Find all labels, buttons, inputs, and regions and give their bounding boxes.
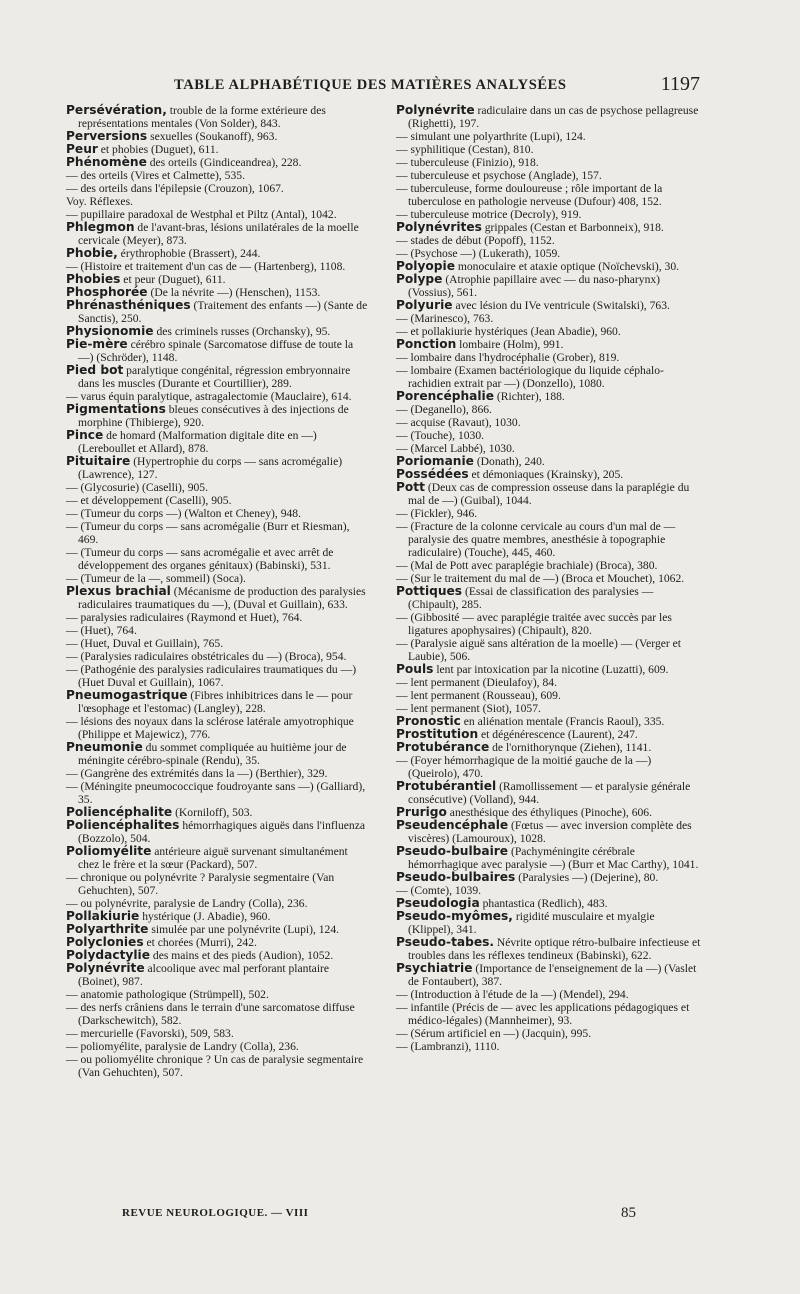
index-entry <box>66 195 368 208</box>
entry-text: monoculaire et ataxie optique (Noïchevski), 30. <box>454 260 680 273</box>
index-entry <box>66 455 368 481</box>
entry-text: simulée par une polynévrite (Lupi), 124. <box>148 923 340 936</box>
entry-text: — (Sur le traitement du mal de —) (Broca et Mouchet), 1062. <box>396 572 685 585</box>
index-entry <box>66 104 368 130</box>
entry-text: — anatomie pathologique (Strümpell), 502. <box>66 988 269 1001</box>
entry-text: (De la névrite —) (Henschen), 1153. <box>147 286 321 299</box>
index-entry <box>396 299 702 312</box>
entry-heading: Possédées <box>396 467 469 481</box>
entry-text: des orteils (Gindiceandrea), 228. <box>146 156 302 169</box>
entry-heading: Pouls <box>396 662 434 676</box>
entry-text: (Atrophie papillaire avec — du naso-pharynx) (Vossius), 561. <box>408 273 661 299</box>
index-entry <box>66 871 368 897</box>
index-entry <box>66 494 368 507</box>
entry-text: — lent permanent (Siot), 1057. <box>396 702 541 715</box>
entry-heading: Perversions <box>66 129 148 143</box>
index-entry <box>396 481 702 507</box>
entry-text: paralytique congénital, régression embryonnaire dans les muscles (Durante et Courtillier), 289. <box>78 364 351 390</box>
index-entry <box>396 1001 702 1027</box>
page-number: 1197 <box>660 73 700 95</box>
entry-text: — (Paralysie aiguë sans altération de la moelle) — (Verger et Laubie), 506. <box>396 637 682 663</box>
sheet-number: 85 <box>621 1205 636 1221</box>
journal-signature: REVUE NEUROLOGIQUE. — VIII <box>122 1207 309 1219</box>
entry-heading: Polyopie <box>396 259 455 273</box>
entry-heading: Protubérance <box>396 740 490 754</box>
index-entry <box>396 845 702 871</box>
entry-text: (Essai de classification des paralysies — (Chipault), 285. <box>408 585 654 611</box>
entry-text: — (Histoire et traitement d'un cas de — (Hartenberg), 1108. <box>66 260 346 273</box>
index-entry <box>396 182 702 208</box>
entry-text: et démoniaques (Krainsky), 205. <box>468 468 624 481</box>
entry-heading: Poliomyélite <box>66 844 152 858</box>
index-entry <box>66 1053 368 1079</box>
entry-heading: Phobie, <box>66 246 118 260</box>
entry-text: (Traitement des enfants —) (Sante de Sanctis), 250. <box>78 299 368 325</box>
index-entry <box>66 1027 368 1040</box>
index-entry <box>396 104 702 130</box>
entry-heading: Pseudologia <box>396 896 480 910</box>
entry-heading: Prostitution <box>396 727 479 741</box>
index-entry <box>396 637 702 663</box>
entry-text: et phobies (Duguet), 611. <box>97 143 219 156</box>
entry-text: — (Tumeur de la —, sommeil) (Soca). <box>66 572 246 585</box>
entry-text: — lombaire (Examen bactériologique du liquide céphalo-rachidien extrait par —) (Donzello), 1080. <box>396 364 664 390</box>
entry-text: alcoolique avec mal perforant plantaire (Boinet), 987. <box>78 962 330 988</box>
index-entry <box>396 468 702 481</box>
index-entry <box>66 845 368 871</box>
entry-text: — tuberculeuse (Finizio), 918. <box>396 156 539 169</box>
index-entry <box>66 624 368 637</box>
index-entry <box>396 676 702 689</box>
entry-heading: Pigmentations <box>66 402 166 416</box>
index-entry <box>396 689 702 702</box>
index-entry <box>396 1027 702 1040</box>
index-entry <box>66 299 368 325</box>
index-entry <box>396 1040 702 1053</box>
entry-heading: Plexus brachial <box>66 584 171 598</box>
entry-text: lent par intoxication par la nicotine (Luzatti), 609. <box>433 663 669 676</box>
entry-text: — (Paralysies radiculaires obstétricales du —) (Broca), 954. <box>66 650 347 663</box>
entry-text: — (Huet), 764. <box>66 624 137 637</box>
index-entry <box>396 351 702 364</box>
entry-heading: Pottiques <box>396 584 463 598</box>
entry-text: — varus équin paralytique, astragalectomie (Mauclaire), 614. <box>66 390 352 403</box>
entry-text: (Importance de l'enseignement de la —) (Vaslet de Fontaubert), 387. <box>408 962 697 988</box>
entry-heading: Physionomie <box>66 324 154 338</box>
index-entry <box>66 429 368 455</box>
index-entry <box>396 611 702 637</box>
entry-text: phantastica (Redlich), 483. <box>479 897 608 910</box>
index-entry <box>66 520 368 546</box>
entry-text: (Donath), 240. <box>473 455 545 468</box>
entry-text: cérébro spinale (Sarcomatose diffuse de toute la —) (Schröder), 1148. <box>78 338 354 364</box>
entry-text: — lombaire dans l'hydrocéphalie (Grober), 819. <box>396 351 620 364</box>
index-entry <box>396 754 702 780</box>
index-entry <box>396 221 702 234</box>
entry-text: — (Glycosurie) (Caselli), 905. <box>66 481 208 494</box>
page-footer <box>122 1205 642 1225</box>
index-entry <box>66 819 368 845</box>
index-entry <box>66 403 368 429</box>
index-entry <box>66 988 368 1001</box>
index-entry <box>396 234 702 247</box>
index-entry <box>396 130 702 143</box>
index-entry <box>396 273 702 299</box>
index-entry <box>66 221 368 247</box>
index-entry <box>396 910 702 936</box>
entry-text: grippales (Cestan et Barbonneix), 918. <box>481 221 664 234</box>
entry-text: — (Lambranzi), 1110. <box>396 1040 500 1053</box>
entry-heading: Phosphorée <box>66 285 148 299</box>
entry-text: — (Deganello), 866. <box>396 403 492 416</box>
index-entry <box>66 156 368 169</box>
index-entry <box>396 559 702 572</box>
index-entry <box>396 143 702 156</box>
index-entry <box>66 767 368 780</box>
entry-heading: Pollakiurie <box>66 909 140 923</box>
entry-text: — tuberculeuse, forme douloureuse ; rôle important de la tuberculose en pathologie nerveuse (Dufour) 408, 152. <box>396 182 663 208</box>
entry-heading: Pie-mère <box>66 337 128 351</box>
index-entry <box>66 247 368 260</box>
index-entry <box>396 429 702 442</box>
entry-text: des criminels russes (Orchansky), 95. <box>153 325 331 338</box>
entry-heading: Polyarthrite <box>66 922 149 936</box>
entry-text: — (Huet, Duval et Guillain), 765. <box>66 637 224 650</box>
entry-text: — infantile (Précis de — avec les applications pédagogiques et médico-légales) (Mannheimer), 93. <box>396 1001 690 1027</box>
index-entry <box>66 507 368 520</box>
entry-text: — lent permanent (Dieulafoy), 84. <box>396 676 557 689</box>
index-entry <box>66 611 368 624</box>
entry-text: — (Touche), 1030. <box>396 429 485 442</box>
entry-text: — (Mal de Pott avec paraplégie brachiale) (Broca), 380. <box>396 559 658 572</box>
entry-text: — (Marinesco), 763. <box>396 312 494 325</box>
entry-text: — des orteils dans l'épilepsie (Crouzon), 1067. <box>66 182 284 195</box>
index-entry <box>396 962 702 988</box>
index-entry <box>66 741 368 767</box>
entry-text: bleues consécutives à des injections de morphine (Thibierge), 920. <box>78 403 349 429</box>
entry-heading: Pneumonie <box>66 740 143 754</box>
entry-heading: Ponction <box>396 337 457 351</box>
entry-text: de l'ornithorynque (Ziehen), 1141. <box>489 741 652 754</box>
entry-text: — (Tumeur du corps — sans acromégalie et avec arrêt de développement des organes génitaux) (Babinski), 531. <box>66 546 334 572</box>
index-entry <box>66 182 368 195</box>
entry-heading: Phrénasthéniques <box>66 298 191 312</box>
entry-text: — (Fickler), 946. <box>396 507 478 520</box>
entry-text: Voy. Réflexes. <box>66 195 133 208</box>
entry-text: — poliomyélite, paralysie de Landry (Colla), 236. <box>66 1040 299 1053</box>
entry-text: — (Méningite pneumococcique foudroyante sans —) (Galliard), 35. <box>66 780 366 806</box>
entry-heading: Polydactylie <box>66 948 150 962</box>
entry-heading: Polynévrites <box>396 220 482 234</box>
entry-text: — (Pathogénie des paralysies radiculaires traumatiques du —) (Huet Duval et Guillain), 1067. <box>66 663 357 689</box>
entry-text: — et pollakiurie hystériques (Jean Abadie), 960. <box>396 325 621 338</box>
entry-heading: Polyclonies <box>66 935 144 949</box>
entry-text: — des nerfs crâniens dans le terrain d'une sarcomatose diffuse (Darkschewitch), 582. <box>66 1001 355 1027</box>
index-entry <box>66 715 368 741</box>
entry-text: lombaire (Holm), 991. <box>456 338 564 351</box>
entry-heading: Psychiatrie <box>396 961 473 975</box>
entry-text: trouble de la forme extérieure des représentations mentales (Von Solder), 843. <box>78 104 326 130</box>
entry-text: — chronique ou polynévrite ? Paralysie segmentaire (Van Gehuchten), 507. <box>66 871 335 897</box>
entry-text: — tuberculeuse motrice (Decroly), 919. <box>396 208 582 221</box>
page-header <box>62 73 702 99</box>
index-entry <box>396 156 702 169</box>
index-entry <box>396 403 702 416</box>
index-entry <box>396 585 702 611</box>
index-entry <box>66 546 368 572</box>
index-entry <box>66 130 368 143</box>
entry-heading: Peur <box>66 142 98 156</box>
entry-heading: Poriomanie <box>396 454 474 468</box>
entry-heading: Pseudo-bulbaire <box>396 844 509 858</box>
entry-text: en aliénation mentale (Francis Raoul), 335. <box>460 715 665 728</box>
index-entry <box>396 390 702 403</box>
index-entry <box>396 169 702 182</box>
entry-text: de homard (Malformation digitale dite en —) (Lereboullet et Allard), 878. <box>78 429 317 455</box>
index-entry <box>396 871 702 884</box>
entry-text: — (Psychose —) (Lukerath), 1059. <box>396 247 561 260</box>
entry-text: (Ramollissement — et paralysie générale consécutive) (Volland), 944. <box>408 780 691 806</box>
index-entry <box>66 1001 368 1027</box>
entry-text: et dégénérescence (Laurent), 247. <box>478 728 638 741</box>
entry-heading: Pott <box>396 480 425 494</box>
entry-heading: Pituitaire <box>66 454 131 468</box>
index-entry <box>396 312 702 325</box>
index-entry <box>396 741 702 754</box>
index-entry <box>396 507 702 520</box>
entry-heading: Prurigo <box>396 805 447 819</box>
entry-text: Névrite optique rétro-bulbaire infectieuse et troubles dans les réflexes tendineux (Babinski), 622. <box>408 936 701 962</box>
entry-text: antérieure aiguë survenant simultanément chez le frère et la sœur (Packard), 507. <box>78 845 348 871</box>
entry-heading: Poliencéphalites <box>66 818 180 832</box>
index-entry <box>66 364 368 390</box>
entry-heading: Poliencéphalite <box>66 805 173 819</box>
entry-text: (Hypertrophie du corps — sans acromégalie) (Lawrence), 127. <box>78 455 343 481</box>
entry-text: — (Tumeur du corps —) (Walton et Cheney), 948. <box>66 507 301 520</box>
entry-text: (Korniloff), 503. <box>172 806 253 819</box>
entry-text: (Fibres inhibitrices dans le — pour l'œsophage et l'estomac) (Langley), 228. <box>78 689 353 715</box>
entry-heading: Pseudo-tabes. <box>396 935 494 949</box>
entry-text: — ou poliomyélite chronique ? Un cas de paralysie segmentaire (Van Gehuchten), 507. <box>66 1053 364 1079</box>
entry-text: (Fœtus — avec inversion complète des viscères) (Lamouroux), 1028. <box>408 819 692 845</box>
entry-text: hémorrhagiques aiguës dans l'influenza (Bozzolo), 504. <box>78 819 366 845</box>
entry-text: — lent permanent (Rousseau), 609. <box>396 689 561 702</box>
entry-heading: Polype <box>396 272 443 286</box>
entry-text: du sommet compliquée au huitième jour de méningite cérébro-spinale (Rendu), 35. <box>78 741 347 767</box>
index-column-right <box>396 104 702 1053</box>
index-entry <box>66 481 368 494</box>
entry-text: (Deux cas de compression osseuse dans la paraplégie du mal de —) (Guibal), 1044. <box>408 481 690 507</box>
index-entry <box>396 364 702 390</box>
entry-heading: Pseudo-bulbaires <box>396 870 516 884</box>
index-entry <box>66 169 368 182</box>
index-entry <box>396 663 702 676</box>
entry-text: sexuelles (Soukanoff), 963. <box>147 130 278 143</box>
entry-text: — paralysies radiculaires (Raymond et Huet), 764. <box>66 611 303 624</box>
entry-text: — (Gibbosité — avec paraplégie traitée avec succès par les ligatures apophysaires) (Chipault), 820. <box>396 611 672 637</box>
entry-heading: Pince <box>66 428 104 442</box>
entry-heading: Pseudencéphale <box>396 818 509 832</box>
entry-text: — (Introduction à l'étude de la —) (Mendel), 294. <box>396 988 629 1001</box>
entry-text: hystérique (J. Abadie), 960. <box>139 910 271 923</box>
entry-text: des mains et des pieds (Audion), 1052. <box>150 949 334 962</box>
entry-heading: Phénomène <box>66 155 147 169</box>
entry-text: — ou polynévrite, paralysie de Landry (Colla), 236. <box>66 897 308 910</box>
entry-text: — acquise (Ravaut), 1030. <box>396 416 521 429</box>
entry-text: — simulant une polyarthrite (Lupi), 124. <box>396 130 586 143</box>
index-entry <box>396 416 702 429</box>
entry-text: (Pachyméningite cérébrale hémorrhagique avec paralysie —) (Burr et Mac Carthy), 1041. <box>408 845 699 871</box>
entry-text: (Richter), 188. <box>494 390 565 403</box>
entry-text: anesthésique des éthyliques (Pinoche), 606. <box>446 806 653 819</box>
entry-heading: Phlegmon <box>66 220 135 234</box>
entry-heading: Polynévrite <box>396 103 475 117</box>
entry-heading: Persévération, <box>66 103 167 117</box>
index-entry <box>66 650 368 663</box>
index-entry <box>66 962 368 988</box>
index-entry <box>396 936 702 962</box>
index-entry <box>66 1040 368 1053</box>
entry-text: — mercurielle (Favorski), 509, 583. <box>66 1027 234 1040</box>
index-column-left <box>66 104 368 1079</box>
entry-text: — (Sérum artificiel en —) (Jacquin), 995. <box>396 1027 592 1040</box>
entry-heading: Polyurie <box>396 298 453 312</box>
index-entry <box>66 338 368 364</box>
entry-text: et chorées (Murri), 242. <box>143 936 257 949</box>
index-entry <box>396 988 702 1001</box>
entry-heading: Pneumogastrique <box>66 688 188 702</box>
index-entry <box>396 819 702 845</box>
entry-text: — (Comte), 1039. <box>396 884 482 897</box>
index-entry <box>66 689 368 715</box>
index-entry <box>66 637 368 650</box>
entry-text: (Paralysies —) (Dejerine), 80. <box>515 871 659 884</box>
entry-text: érythrophobie (Brassert), 244. <box>117 247 261 260</box>
entry-text: — stades de début (Popoff), 1152. <box>396 234 555 247</box>
entry-heading: Porencéphalie <box>396 389 494 403</box>
entry-text: et peur (Duguet), 611. <box>120 273 226 286</box>
index-entry <box>66 663 368 689</box>
entry-text: — (Fracture de la colonne cervicale au cours d'un mal de — paralysie des quatre membres, anesthésie à topographie radiculaire) (Touche), 445, 460. <box>396 520 676 559</box>
running-title: TABLE ALPHABÉTIQUE DES MATIÈRES ANALYSÉES <box>174 77 567 93</box>
entry-text: — lésions des noyaux dans la sclérose latérale amyotrophique (Philippe et Majewicz), 776. <box>66 715 354 741</box>
index-entry <box>396 338 702 351</box>
entry-text: — tuberculeuse et psychose (Anglade), 157. <box>396 169 602 182</box>
index-entry <box>66 585 368 611</box>
entry-text: de l'avant-bras, lésions unilatérales de la moelle cervicale (Meyer), 873. <box>78 221 359 247</box>
entry-text: — (Foyer hémorrhagique de la moitié gauche de la —) (Queirolo), 470. <box>396 754 652 780</box>
entry-text: — (Gangrène des extrémités dans la —) (Berthier), 329. <box>66 767 328 780</box>
index-entry <box>396 780 702 806</box>
entry-text: — pupillaire paradoxal de Westphal et Piltz (Antal), 1042. <box>66 208 337 221</box>
entry-heading: Pied bot <box>66 363 124 377</box>
entry-text: — des orteils (Vires et Calmette), 535. <box>66 169 245 182</box>
entry-heading: Pronostic <box>396 714 461 728</box>
entry-text: — (Marcel Labbé), 1030. <box>396 442 515 455</box>
entry-text: — syphilitique (Cestan), 810. <box>396 143 534 156</box>
entry-text: (Mécanisme de production des paralysies radiculaires traumatiques du —), (Duval et Guillain), 633. <box>78 585 366 611</box>
entry-heading: Pseudo-myômes, <box>396 909 513 923</box>
entry-text: radiculaire dans un cas de psychose pellagreuse (Righetti), 197. <box>408 104 699 130</box>
entry-heading: Protubérantiel <box>396 779 497 793</box>
entry-text: rigidité musculaire et myalgie (Klippel), 341. <box>408 910 655 936</box>
index-entry <box>66 780 368 806</box>
entry-heading: Phobies <box>66 272 121 286</box>
entry-text: — et développement (Caselli), 905. <box>66 494 232 507</box>
entry-heading: Polynévrite <box>66 961 145 975</box>
entry-text: — (Tumeur du corps — sans acromégalie (Burr et Riesman), 469. <box>66 520 350 546</box>
index-entry <box>396 520 702 559</box>
entry-text: avec lésion du IVe ventricule (Switalski), 763. <box>452 299 670 312</box>
